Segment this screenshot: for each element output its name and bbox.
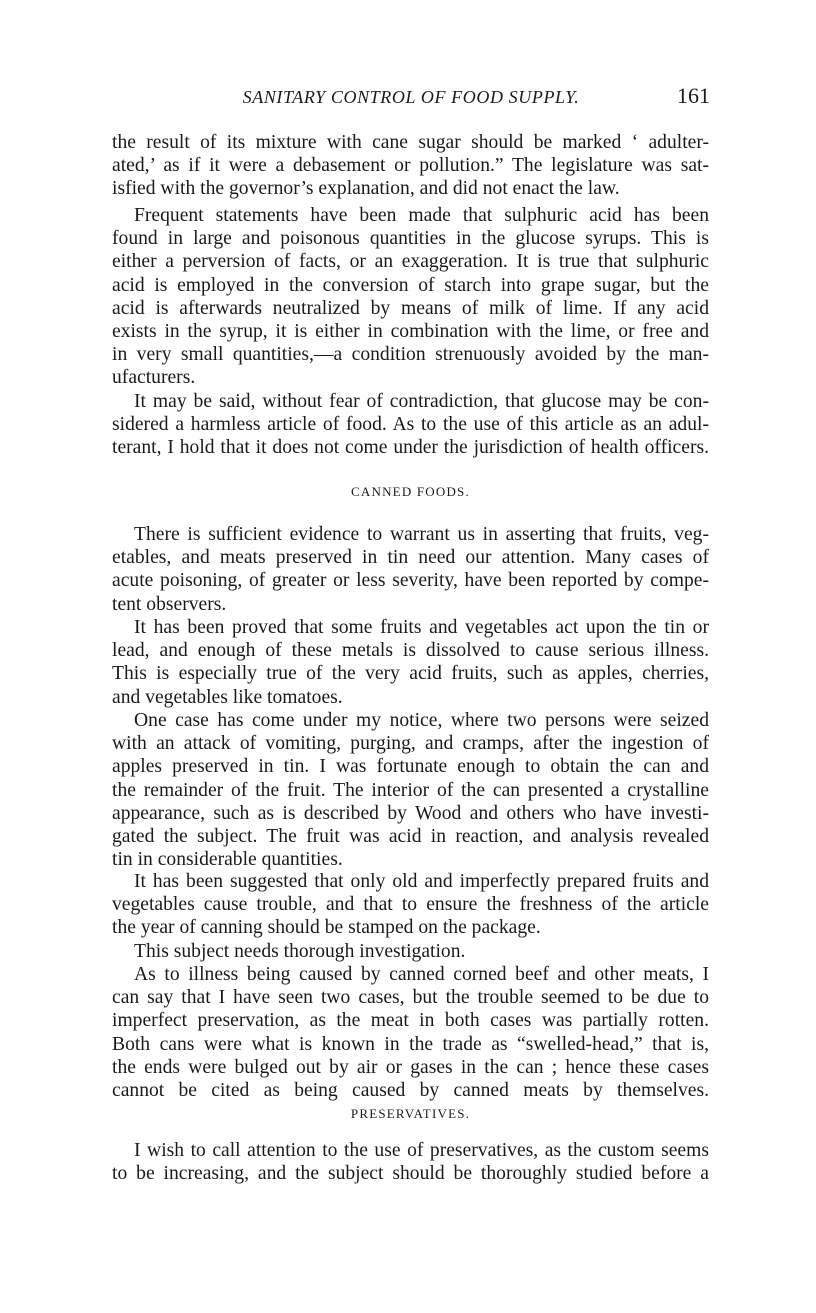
text-line: It has been proved that some fruits and vegetables act upon the tin or [134,617,709,638]
text-line: terant, I hold that it does not come under the jurisdiction of health officers. [112,437,709,459]
text-line: etables, and meats preserved in tin need our attention. Many cases of [112,547,709,569]
text-line: tent observers. [112,593,227,615]
text-line: and vegetables like tomatoes. [112,686,343,708]
text-line: exists in the syrup, it is either in combination with the lime, or free and [112,321,709,343]
text-line: the remainder of the fruit. The interior of the can presented a crystalline [112,779,709,801]
paragraph [112,963,709,1102]
text-line: the ends were bulged out by air or gases in the can ; hence these cases [112,1056,709,1078]
text-line: acid is afterwards neutralized by means of milk of lime. If any acid [112,297,709,319]
text-line: It may be said, without fear of contradiction, that glucose may be con- [134,391,709,412]
text-line: can say that I have seen two cases, but the trouble seemed to be due to [112,987,709,1009]
paragraph [112,940,709,963]
text-line: in very small quantities,—a condition strenuously avoided by the man- [112,344,709,366]
text-line: the result of its mixture with cane sugar should be marked ‘ adulter- [112,132,709,153]
text-line: Frequent statements have been made that sulphuric acid has been [134,205,709,226]
section-heading: CANNED FOODS. [351,484,470,499]
text-line: tin in considerable quantities. [112,849,343,871]
section-heading: PRESERVATIVES. [350,1106,471,1121]
text-line: acid is employed in the conversion of starch into grape sugar, but the [112,274,709,296]
paragraph [112,131,709,201]
paragraph [112,523,709,616]
text-line: gated the subject. The fruit was acid in reaction, and analysis revealed [112,826,709,848]
text-line: This subject needs thorough investigation. [134,941,466,962]
text-line: acute poisoning, of greater or less severity, have been reported by compe- [112,570,709,592]
page-number: 161 [677,83,710,108]
text-line: the year of canning should be stamped on the package. [112,917,541,939]
text-line: lead, and enough of these metals is dissolved to cause serious illness. [112,640,709,662]
running-head-title: SANITARY CONTROL OF FOOD SUPPLY. [242,87,580,107]
text-line: I wish to call attention to the use of preservatives, as the custom seems [134,1140,709,1161]
text-line: One case has come under my notice, where two persons were seized [134,710,709,731]
text-line: isfied with the governor’s explanation, and did not enact the law. [112,178,620,200]
text-line: ated,’ as if it were a debasement or pollution.” The legislature was sat- [112,155,709,177]
text-line: to be increasing, and the subject should be thoroughly studied before a [112,1163,709,1185]
text-line: cannot be cited as being caused by canned meats by themselves. [112,1080,709,1102]
text-line: Both cans were what is known in the trade as “swelled-head,” that is, [112,1033,709,1055]
text-line: appearance, such as is described by Wood and others who have investi- [112,802,709,824]
text-line: This is especially true of the very acid fruits, such as apples, cherries, [112,663,709,685]
text-line: found in large and poisonous quantities in the glucose syrups. This is [112,228,709,250]
paragraph [112,1139,709,1185]
text-line: sidered a harmless article of food. As to the use of this article as an adul- [112,414,709,436]
text-line: ufacturers. [112,367,196,389]
text-line: vegetables cause trouble, and that to ensure the freshness of the article [112,894,709,916]
text-line: either a perversion of facts, or an exaggeration. It is true that sulphuric [112,251,709,273]
text-line: It has been suggested that only old and imperfectly prepared fruits and [134,871,709,892]
paragraph [112,709,709,871]
text-line: imperfect preservation, as the meat in both cases was partially rotten. [112,1010,709,1032]
text-line: with an attack of vomiting, purging, and cramps, after the ingestion of [112,733,709,755]
paragraph [112,616,709,709]
text-line: apples preserved in tin. I was fortunate enough to obtain the can and [112,756,709,778]
paragraph [112,204,709,390]
text-line: As to illness being caused by canned corned beef and other meats, I [134,964,709,985]
paragraph [112,390,709,460]
text-line: There is sufficient evidence to warrant us in asserting that fruits, veg- [134,524,709,545]
paragraph [112,870,709,940]
running-head [112,83,710,109]
